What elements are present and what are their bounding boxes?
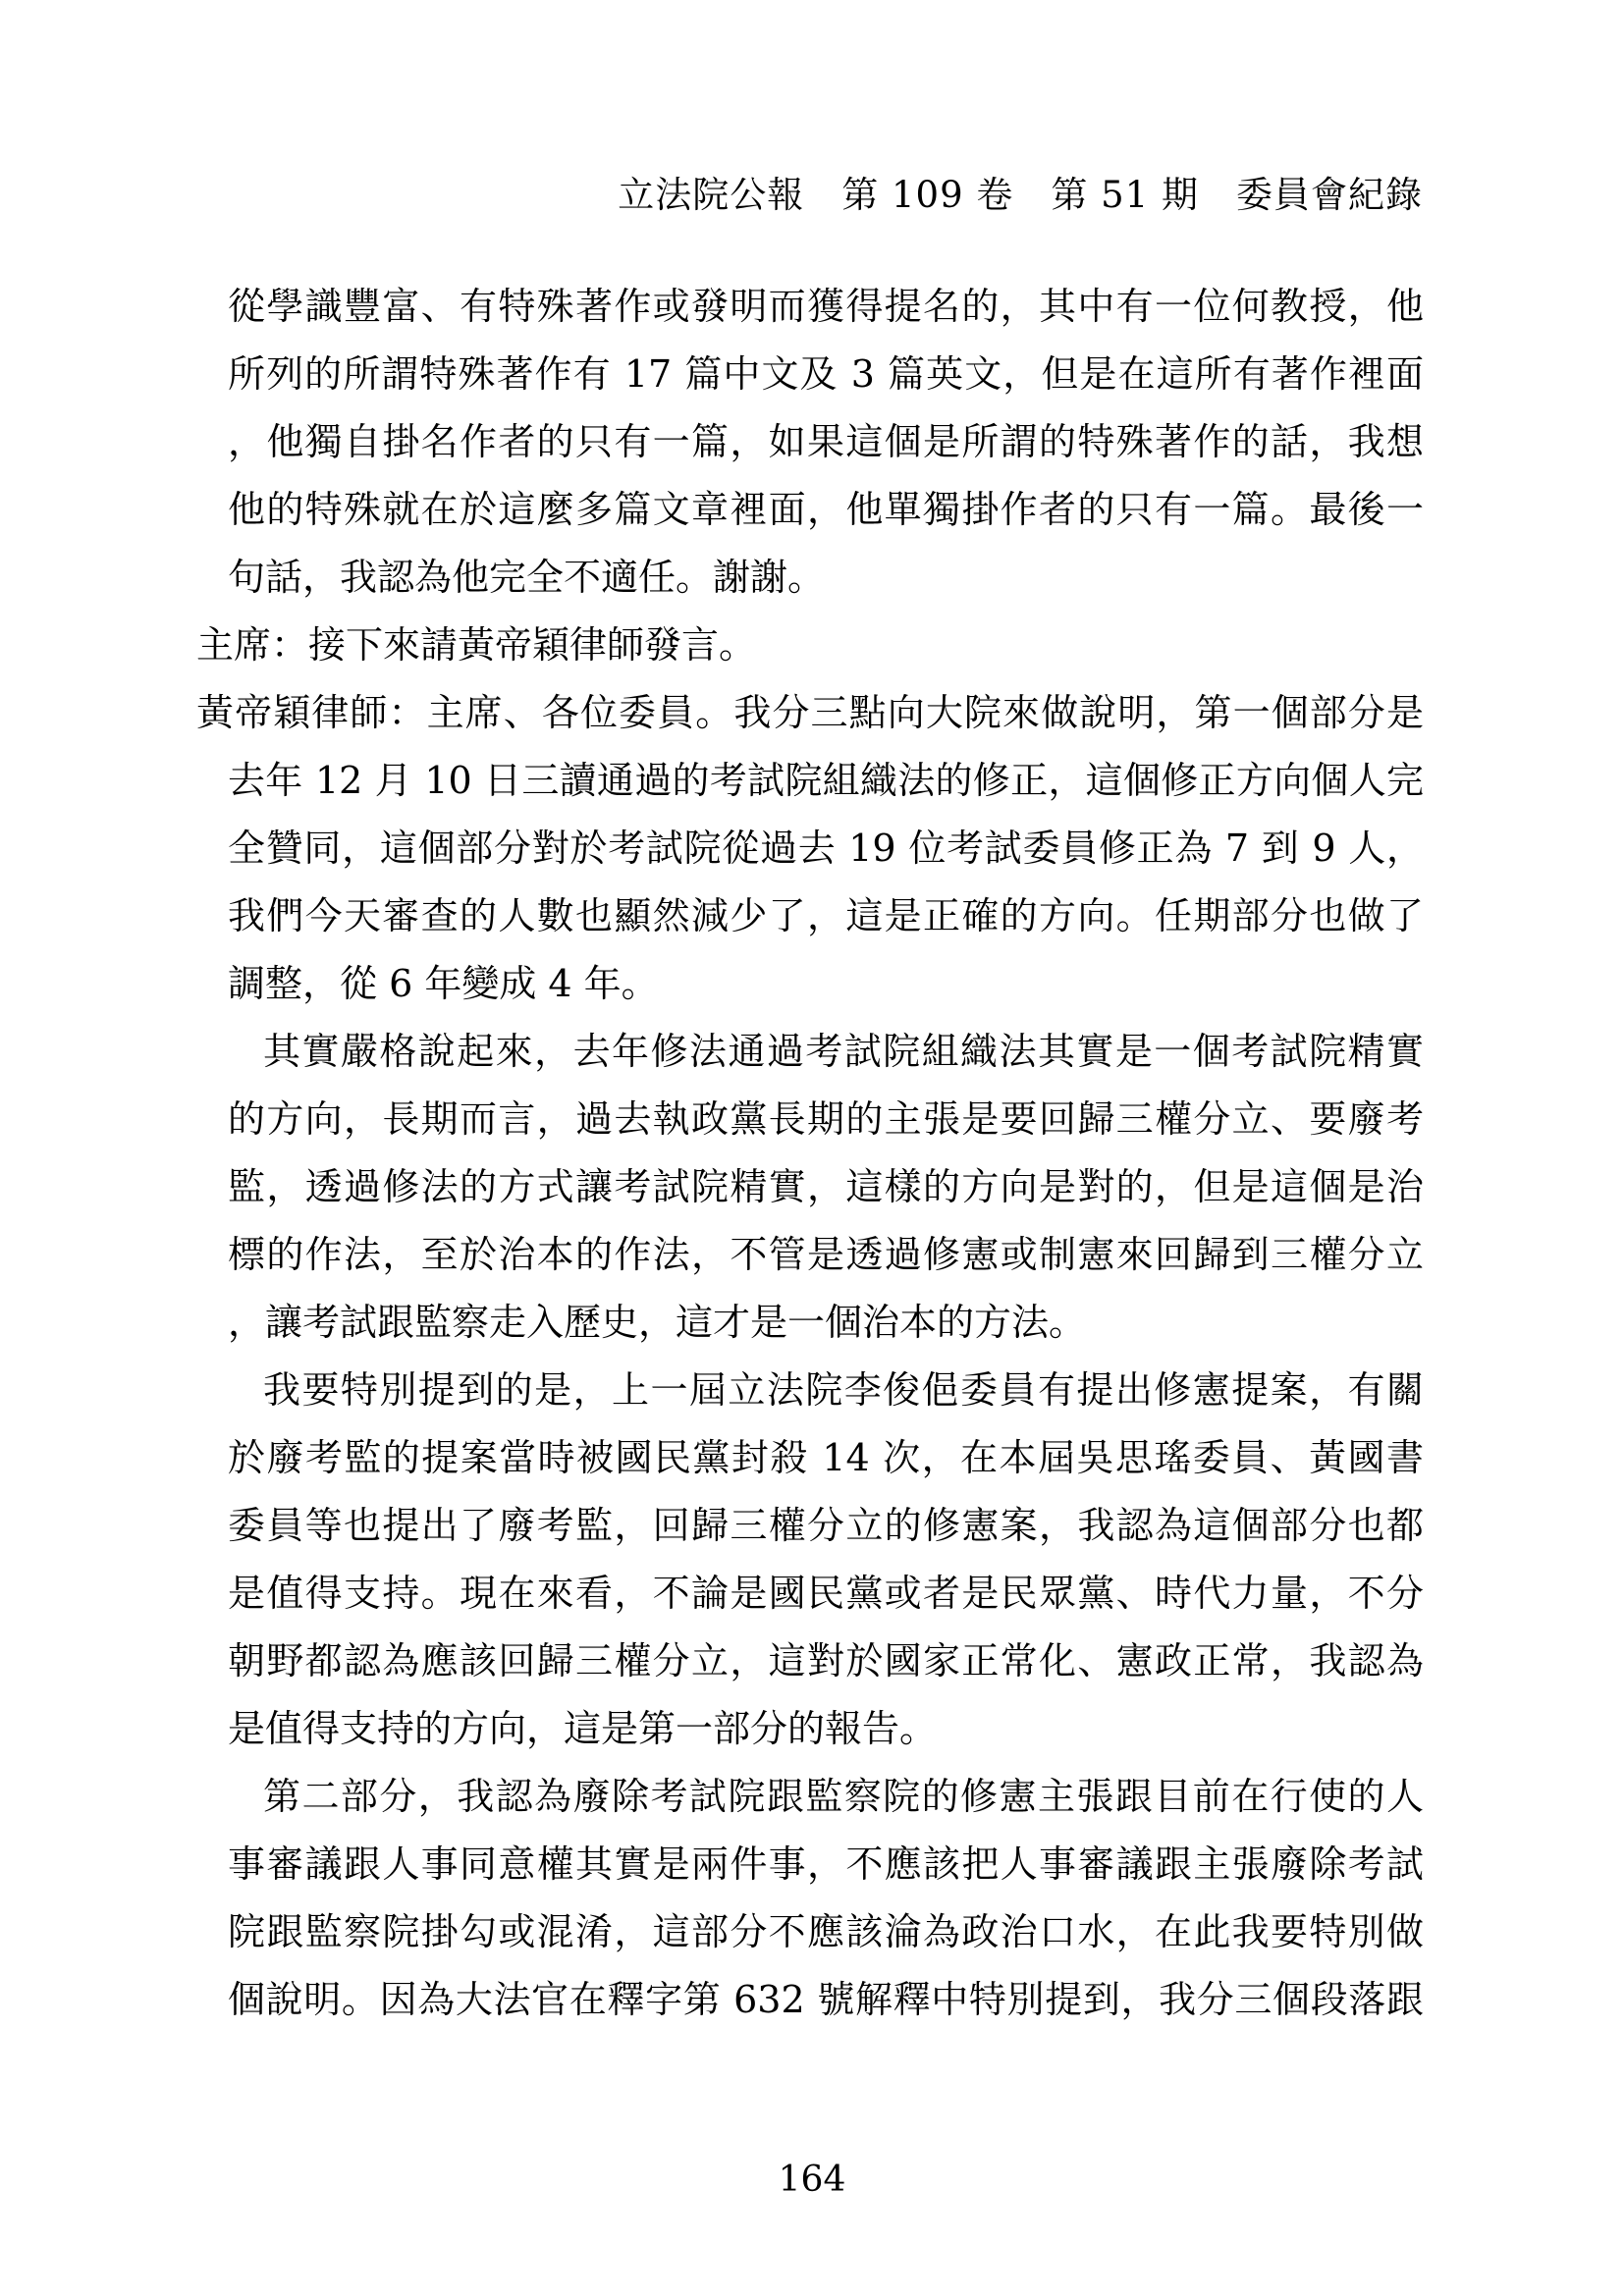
text-line: 監，透過修法的方式讓考試院精實，這樣的方向是對的，但是這個是治 <box>228 1165 1424 1208</box>
text-line: 標的作法，至於治本的作法，不管是透過修憲或制憲來回歸到三權分立 <box>228 1233 1424 1276</box>
text-line: 的方向，長期而言，過去執政黨長期的主張是要回歸三權分立、要廢考 <box>228 1097 1424 1141</box>
text-line: 從學識豐富、有特殊著作或發明而獲得提名的，其中有一位何教授，他 <box>228 285 1424 328</box>
text-line: 是值得支持。現在來看，不論是國民黨或者是民眾黨、時代力量，不分 <box>228 1572 1424 1615</box>
speaker-line: 黃帝穎律師：主席、各位委員。我分三點向大院來做說明，第一個部分是 <box>196 691 1424 734</box>
running-header: 立法院公報 第 109 卷 第 51 期 委員會紀錄 <box>618 174 1423 216</box>
text-line: 事審議跟人事同意權其實是兩件事，不應該把人事審議跟主張廢除考試 <box>228 1842 1424 1886</box>
text-line: 句話，我認為他完全不適任。謝謝。 <box>228 556 826 599</box>
text-line: 院跟監察院掛勾或混淆，這部分不應該淪為政治口水，在此我要特別做 <box>228 1910 1424 1953</box>
paragraph-first-line: 其實嚴格說起來，去年修法通過考試院組織法其實是一個考試院精實 <box>263 1030 1424 1073</box>
text-line: 我們今天審查的人數也顯然減少了，這是正確的方向。任期部分也做了 <box>228 894 1424 937</box>
text-line: 去年 12 月 10 日三讀通過的考試院組織法的修正，這個修正方向個人完 <box>228 759 1424 802</box>
text-line: 委員等也提出了廢考監，回歸三權分立的修憲案，我認為這個部分也都 <box>228 1504 1424 1547</box>
speaker-line: 主席：接下來請黃帝穎律師發言。 <box>196 623 757 667</box>
paragraph-first-line: 我要特別提到的是，上一屆立法院李俊俋委員有提出修憲提案，有關 <box>263 1368 1424 1412</box>
text-line: 朝野都認為應該回歸三權分立，這對於國家正常化、憲政正常，我認為 <box>228 1639 1424 1682</box>
text-line: ，讓考試跟監察走入歷史，這才是一個治本的方法。 <box>228 1301 1087 1344</box>
page-number: 164 <box>778 2160 846 2200</box>
text-line: 全贊同，這個部分對於考試院從過去 19 位考試委員修正為 7 到 9 人， <box>228 827 1424 870</box>
paragraph-first-line: 第二部分，我認為廢除考試院跟監察院的修憲主張跟目前在行使的人 <box>263 1775 1424 1818</box>
text-line: 於廢考監的提案當時被國民黨封殺 14 次，在本屆吳思瑤委員、黃國書 <box>228 1436 1424 1479</box>
text-line: 他的特殊就在於這麼多篇文章裡面，他單獨掛作者的只有一篇。最後一 <box>228 488 1424 531</box>
text-line: 調整，從 6 年變成 4 年。 <box>228 962 659 1005</box>
text-line: 所列的所謂特殊著作有 17 篇中文及 3 篇英文，但是在這所有著作裡面 <box>228 352 1424 396</box>
text-line: 是值得支持的方向，這是第一部分的報告。 <box>228 1707 938 1750</box>
text-line: ，他獨自掛名作者的只有一篇，如果這個是所謂的特殊著作的話，我想 <box>228 420 1424 463</box>
text-line: 個說明。因為大法官在釋字第 632 號解釋中特別提到，我分三個段落跟 <box>228 1978 1424 2021</box>
